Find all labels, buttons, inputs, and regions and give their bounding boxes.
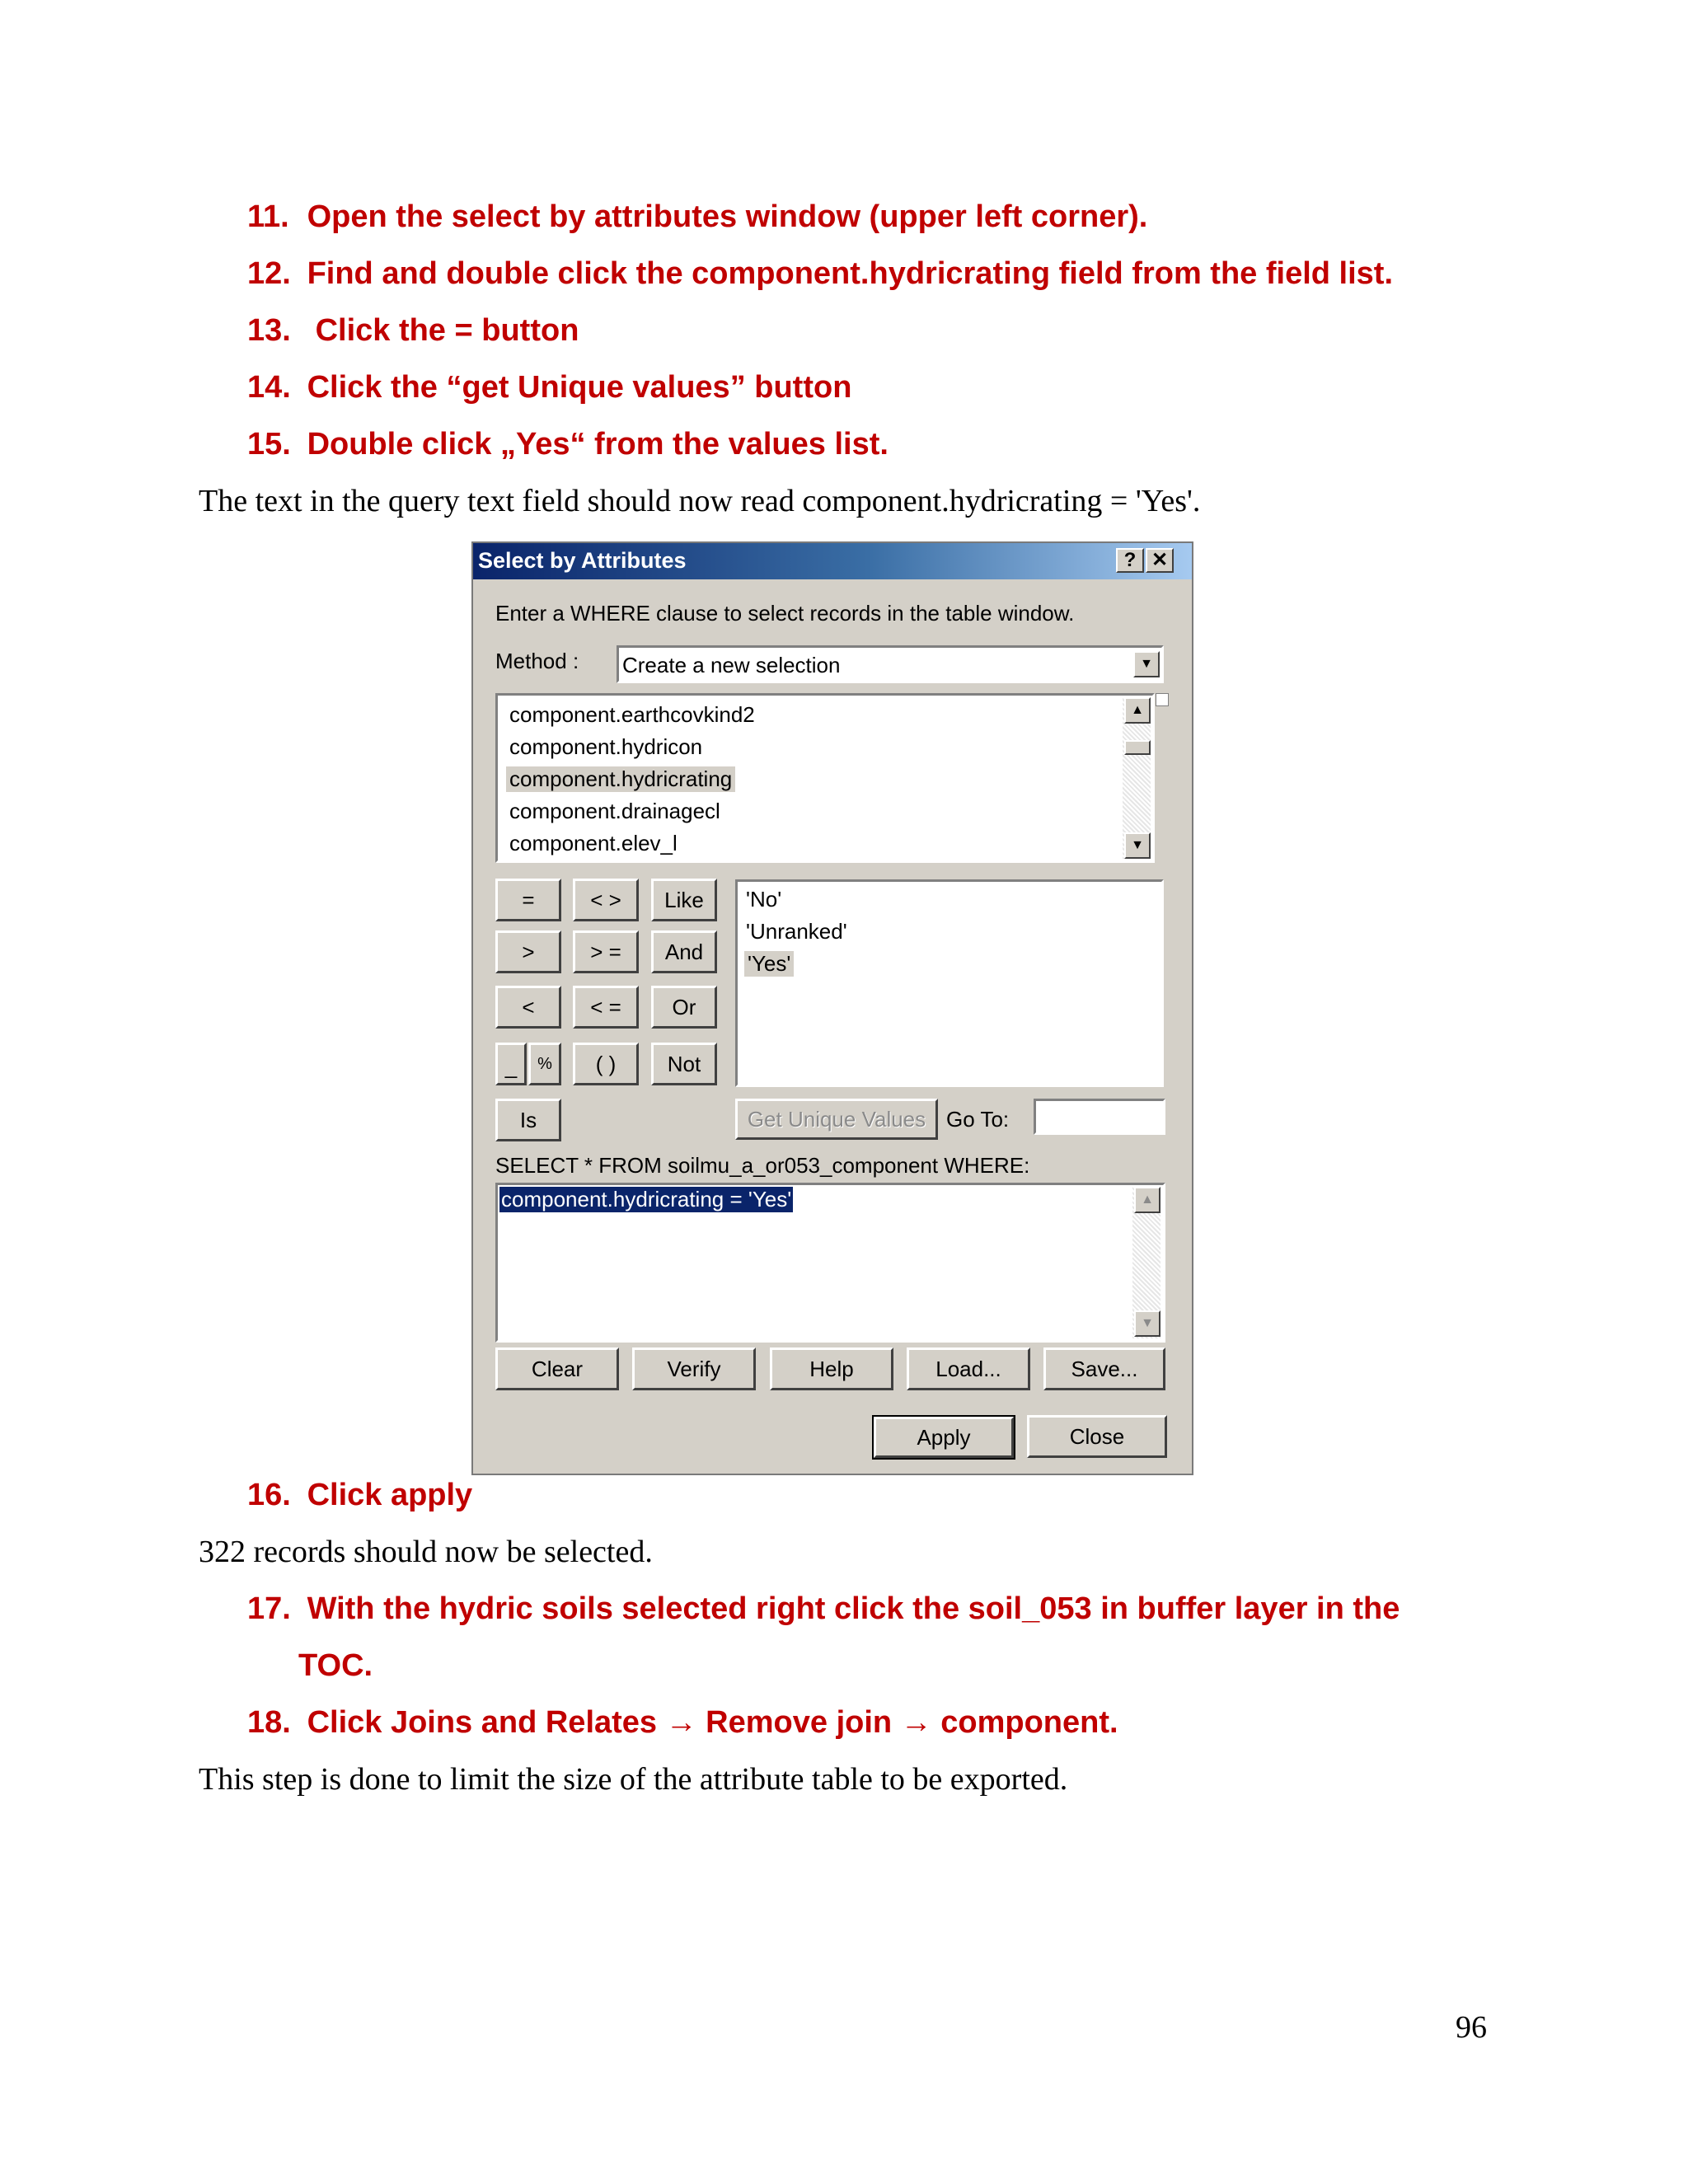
- equals-button[interactable]: =: [495, 879, 561, 921]
- list-item[interactable]: 'Unranked': [746, 919, 847, 944]
- goto-input[interactable]: [1034, 1099, 1165, 1135]
- parentheses-button[interactable]: ( ): [573, 1043, 639, 1085]
- step-text: With the hydric soils selected right click the soil_053 in buffer layer in the: [307, 1591, 1400, 1626]
- dialog-title: Select by Attributes: [478, 548, 687, 573]
- step-text: Click apply: [307, 1478, 473, 1512]
- list-item[interactable]: component.drainagecl: [509, 799, 720, 823]
- not-equal-button[interactable]: < >: [573, 879, 639, 921]
- step-number: 15.: [247, 427, 291, 462]
- select-from-label: SELECT * FROM soilmu_a_or053_component WHERE:: [495, 1153, 1030, 1178]
- step-number: 17.: [247, 1591, 291, 1626]
- step-text: Click the “get Unique values” button: [307, 370, 852, 405]
- step-number: 14.: [247, 370, 291, 405]
- query-textarea[interactable]: [495, 1183, 1165, 1343]
- step-17: [247, 1590, 1400, 1628]
- list-item[interactable]: component.elev_l: [509, 831, 678, 855]
- list-item[interactable]: 'No': [746, 887, 782, 912]
- scroll-down-icon[interactable]: ▼: [1134, 1310, 1160, 1337]
- step-16: [247, 1476, 472, 1514]
- close-icon[interactable]: ✕: [1146, 548, 1174, 573]
- help-button[interactable]: Help: [770, 1347, 893, 1390]
- chevron-down-icon[interactable]: ▼: [1133, 651, 1160, 677]
- scroll-thumb[interactable]: [1124, 740, 1151, 755]
- step-text: Open the select by attributes window (upper left corner).: [307, 199, 1148, 234]
- scroll-up-icon[interactable]: ▲: [1134, 1187, 1160, 1213]
- clear-button[interactable]: Clear: [495, 1347, 619, 1390]
- instruction-label: Enter a WHERE clause to select records in the table window.: [495, 601, 1075, 626]
- method-value: Create a new selection: [622, 653, 841, 677]
- underscore-button[interactable]: _: [495, 1043, 527, 1085]
- resize-grip-icon[interactable]: [1156, 693, 1169, 706]
- paragraph-step-explanation: This step is done to limit the size of the attribute table to be exported.: [199, 1762, 1068, 1797]
- greater-than-button[interactable]: >: [495, 930, 561, 973]
- and-button[interactable]: And: [651, 930, 717, 973]
- load-button[interactable]: Load...: [907, 1347, 1030, 1390]
- or-button[interactable]: Or: [651, 986, 717, 1029]
- percent-button[interactable]: %: [528, 1043, 561, 1085]
- step-text: Click the = button: [315, 313, 579, 348]
- query-text: component.hydricrating = 'Yes': [501, 1187, 792, 1212]
- list-item-selected[interactable]: 'Yes': [744, 951, 794, 977]
- close-button[interactable]: Close: [1027, 1415, 1167, 1458]
- less-than-button[interactable]: <: [495, 986, 561, 1029]
- select-by-attributes-dialog: [471, 541, 1193, 1475]
- method-dropdown[interactable]: [617, 645, 1164, 683]
- step-text: Click Joins and Relates → Remove join → component.: [307, 1705, 1118, 1740]
- step-number: 12.: [247, 256, 291, 291]
- step-14: [247, 368, 851, 406]
- step-15: [247, 425, 889, 463]
- not-button[interactable]: Not: [651, 1043, 717, 1085]
- method-label: Method :: [495, 649, 579, 673]
- step-number: 13.: [247, 313, 291, 348]
- field-list[interactable]: [495, 693, 1155, 863]
- step-number: 11.: [247, 199, 289, 234]
- save-button[interactable]: Save...: [1043, 1347, 1165, 1390]
- step-17-continued: TOC.: [298, 1648, 373, 1683]
- step-text: Find and double click the component.hydricrating field from the field list.: [307, 256, 1394, 291]
- step-text: Double click „Yes“ from the values list.: [307, 427, 889, 462]
- paragraph-records-selected: 322 records should now be selected.: [199, 1535, 653, 1569]
- help-icon[interactable]: ?: [1116, 548, 1144, 573]
- list-item-selected[interactable]: component.hydricrating: [506, 766, 735, 792]
- get-unique-values-button[interactable]: Get Unique Values: [735, 1099, 938, 1140]
- step-13: [247, 312, 579, 349]
- is-button[interactable]: Is: [495, 1099, 561, 1141]
- like-button[interactable]: Like: [651, 879, 717, 921]
- step-18: [247, 1704, 1118, 1741]
- less-equal-button[interactable]: < =: [573, 986, 639, 1029]
- paragraph-query-text: The text in the query text field should now read component.hydricrating = 'Yes'.: [199, 484, 1201, 518]
- step-12: [247, 255, 1393, 293]
- step-11: [247, 198, 1147, 236]
- goto-label: Go To:: [946, 1107, 1010, 1132]
- list-item[interactable]: component.earthcovkind2: [509, 702, 755, 727]
- step-number: 16.: [247, 1478, 291, 1512]
- dialog-titlebar[interactable]: [473, 543, 1192, 579]
- list-item[interactable]: component.hydricon: [509, 734, 703, 759]
- page-number: 96: [1456, 2010, 1487, 2045]
- verify-button[interactable]: Verify: [632, 1347, 756, 1390]
- values-list[interactable]: [735, 879, 1164, 1087]
- step-number: 18.: [247, 1705, 291, 1740]
- apply-button[interactable]: Apply: [874, 1417, 1014, 1458]
- greater-equal-button[interactable]: > =: [573, 930, 639, 973]
- scroll-up-icon[interactable]: ▲: [1124, 697, 1151, 724]
- scroll-down-icon[interactable]: ▼: [1124, 832, 1151, 859]
